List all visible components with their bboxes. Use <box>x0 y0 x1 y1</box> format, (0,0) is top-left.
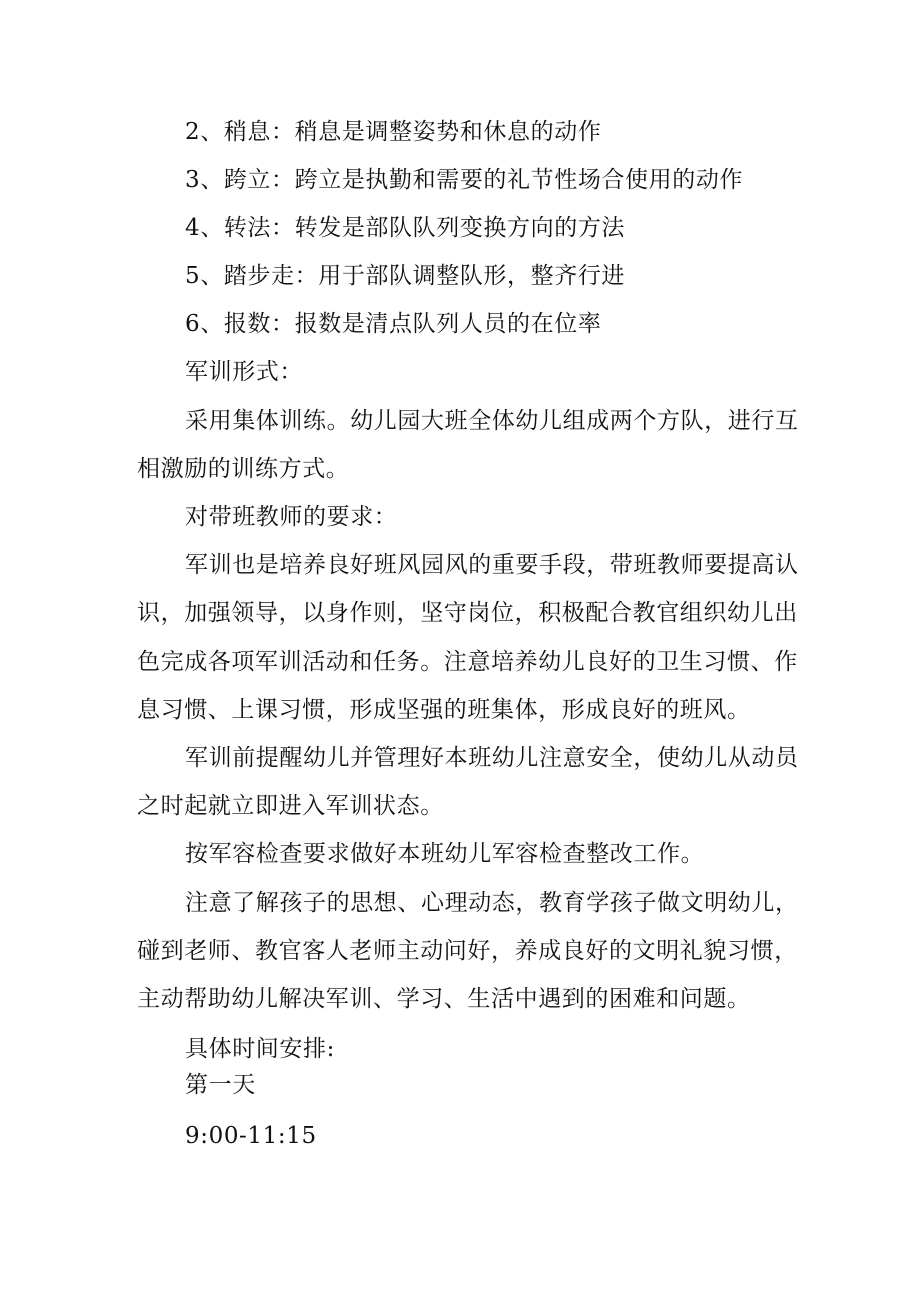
paragraph-line: 按军容检查要求做好本班幼儿军容检查整改工作。 <box>185 841 705 867</box>
list-item: 6、报数：报数是清点队列人员的在位率 <box>185 311 602 337</box>
paragraph-line: 色完成各项军训活动和任务。注意培养幼儿良好的卫生习惯、作 <box>137 649 798 675</box>
paragraph-line: 主动帮助幼儿解决军训、学习、生活中遇到的困难和问题。 <box>137 986 751 1012</box>
schedule-heading: 具体时间安排: <box>185 1036 335 1062</box>
paragraph-line: 之时起就立即进入军训状态。 <box>137 793 444 819</box>
paragraph-line: 息习惯、上课习惯，形成坚强的班集体，形成良好的班风。 <box>137 697 751 723</box>
paragraph-line: 识，加强领导，以身作则，坚守岗位，积极配合教官组织幼儿出 <box>137 600 798 626</box>
section-heading-teacher: 对带班教师的要求： <box>185 504 398 530</box>
paragraph-line: 军训也是培养良好班风园风的重要手段，带班教师要提高认 <box>185 552 799 578</box>
list-item: 3、跨立：跨立是执勤和需要的礼节性场合使用的动作 <box>185 167 744 193</box>
list-item: 4、转法：转发是部队队列变换方向的方法 <box>185 215 626 241</box>
paragraph-line: 军训前提醒幼儿并管理好本班幼儿注意安全，使幼儿从动员 <box>185 745 799 771</box>
paragraph-line: 相激励的训练方式。 <box>137 456 350 482</box>
section-heading-form: 军训形式： <box>185 359 303 385</box>
schedule-time: 9:00-11:15 <box>185 1123 317 1149</box>
paragraph-line: 注意了解孩子的思想、心理动态，教育学孩子做文明幼儿， <box>185 890 799 916</box>
schedule-day: 第一天 <box>185 1072 256 1098</box>
paragraph-line: 采用集体训练。幼儿园大班全体幼儿组成两个方队，进行互 <box>185 408 799 434</box>
list-item: 2、稍息：稍息是调整姿势和休息的动作 <box>185 119 602 145</box>
paragraph-line: 碰到老师、教官客人老师主动问好，养成良好的文明礼貌习惯， <box>137 938 798 964</box>
list-item: 5、踏步走：用于部队调整队形，整齐行进 <box>185 263 626 289</box>
